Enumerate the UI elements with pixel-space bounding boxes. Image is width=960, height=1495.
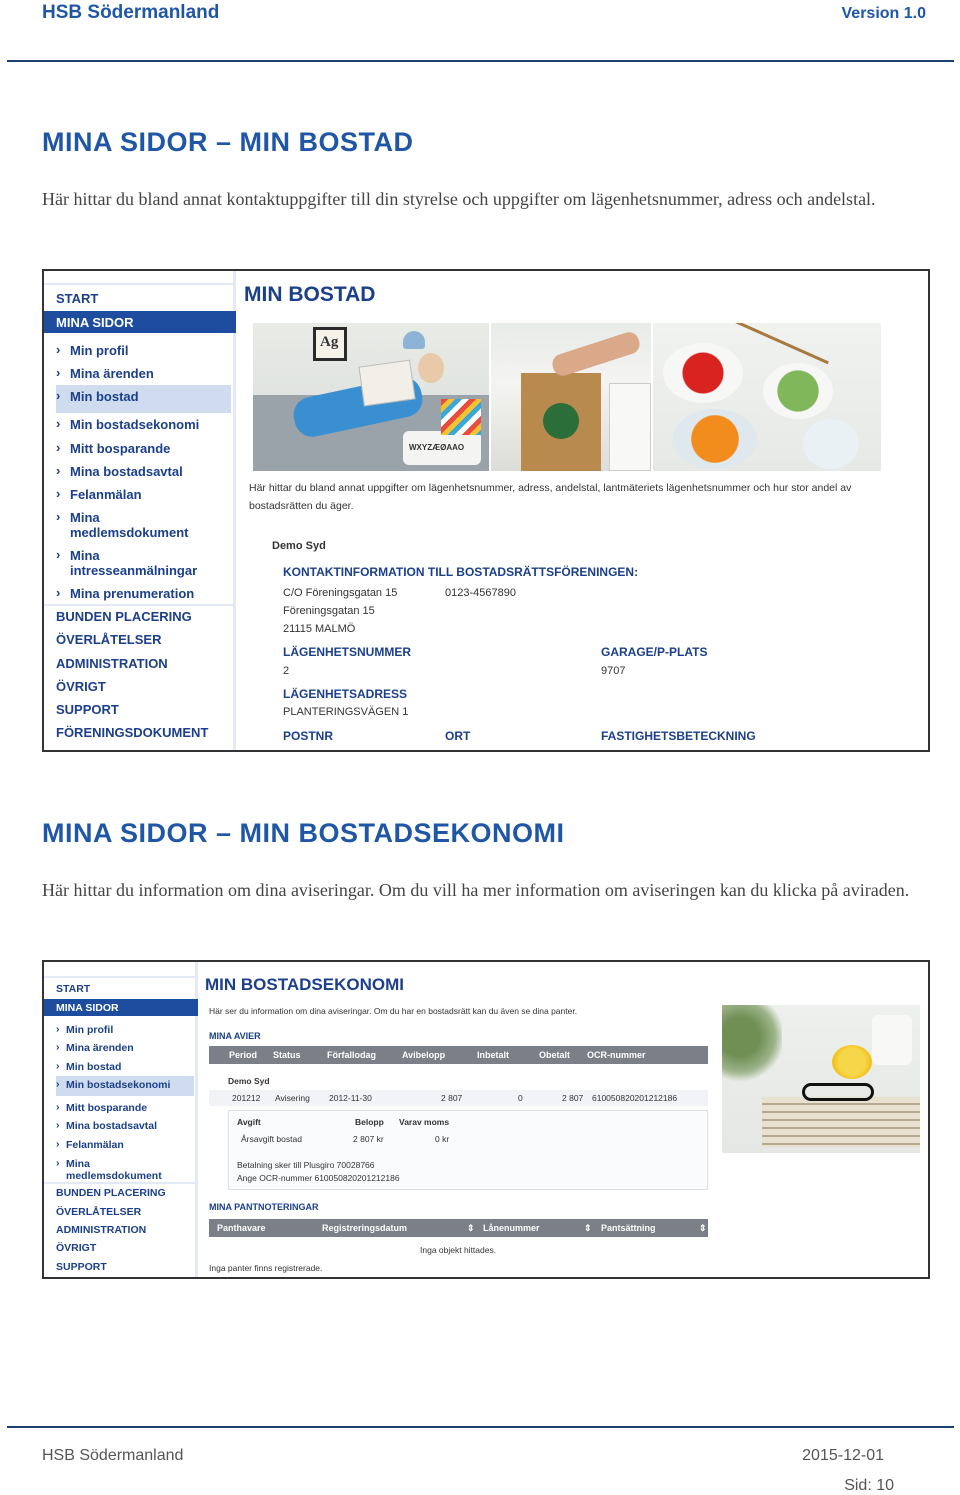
nav-administration[interactable]: ADMINISTRATION xyxy=(56,656,168,671)
col-avibelopp: Avibelopp xyxy=(402,1050,446,1060)
photo-plant xyxy=(722,1005,782,1085)
photo-book-stack xyxy=(762,1097,920,1147)
photo-books-glasses xyxy=(722,1005,920,1153)
nav-min-bostad[interactable]: › Min bostad xyxy=(56,1061,121,1073)
col-panthavare[interactable]: Panthavare xyxy=(217,1223,266,1233)
col-status: Status xyxy=(273,1050,301,1060)
photo-bowl-green xyxy=(763,363,833,419)
col-inbetalt: Inbetalt xyxy=(477,1050,510,1060)
nav-felanmalan[interactable]: › Felanmälan xyxy=(56,487,142,502)
contact-line3: 21115 MALMÖ xyxy=(283,623,356,635)
screenshot-min-bostadsekonomi xyxy=(42,960,930,1279)
photo-lemon xyxy=(832,1045,872,1079)
nav-bunden-placering[interactable]: BUNDEN PLACERING xyxy=(56,609,192,624)
nav-mina-intresseanmalningar[interactable]: › Mina intresseanmälningar xyxy=(56,548,197,578)
nav-mina-bostadsavtal[interactable]: › Mina bostadsavtal xyxy=(56,464,183,479)
nav-ovrigt[interactable]: ÖVRIGT xyxy=(56,1242,97,1254)
postnr-label: POSTNR xyxy=(283,729,334,743)
org-name: Demo Syd xyxy=(272,540,326,552)
photo-bag-label xyxy=(543,403,579,439)
photo-glasses xyxy=(802,1083,874,1101)
footer-brand: HSB Södermanland xyxy=(42,1447,184,1464)
garage-label: GARAGE/P-PLATS xyxy=(601,645,708,659)
sidebar-top-line xyxy=(44,283,233,285)
nav-min-profil[interactable]: › Min profil xyxy=(56,1024,113,1036)
header-version: Version 1.0 xyxy=(841,5,926,22)
nav-overlatelser[interactable]: ÖVERLÅTELSER xyxy=(56,632,162,647)
nav-administration[interactable]: ADMINISTRATION xyxy=(56,1224,147,1236)
nav-foreningsdokument[interactable]: FÖRENINGSDOKUMENT xyxy=(56,725,209,740)
contact-line1: C/O Föreningsgatan 15 xyxy=(283,587,398,599)
photo-bowl-peppers xyxy=(663,343,743,403)
row-avibelopp: 2 807 xyxy=(441,1093,463,1103)
contact-line2: Föreningsgatan 15 xyxy=(283,605,375,617)
section2-heading: MINA SIDOR – MIN BOSTADSEKONOMI xyxy=(42,818,565,848)
nav-mina-medlemsdokument[interactable]: › Mina medlemsdokument xyxy=(56,510,188,540)
col-pantsattning[interactable]: Pantsättning xyxy=(601,1223,656,1233)
detail-col-moms: Varav moms xyxy=(399,1117,450,1127)
photo-magazine xyxy=(358,360,415,407)
nav-mina-bostadsavtal[interactable]: › Mina bostadsavtal xyxy=(56,1120,157,1132)
intro-text-2: bostadsrätten du äger. xyxy=(249,500,354,512)
photo-pillow xyxy=(403,431,481,465)
nav-start[interactable]: START xyxy=(56,983,91,995)
row-forfallodag: 2012-11-30 xyxy=(329,1093,372,1103)
nav-support[interactable]: SUPPORT xyxy=(56,702,119,717)
detail-moms: 0 kr xyxy=(435,1134,450,1144)
photo-frame-text: Ag xyxy=(320,334,339,350)
avier-row[interactable] xyxy=(209,1090,708,1106)
row-status: Avisering xyxy=(275,1093,310,1103)
photo-kitchen-bag xyxy=(491,323,651,471)
nav-min-bostadsekonomi[interactable]: › Min bostadsekonomi xyxy=(56,417,199,432)
garage-value: 9707 xyxy=(601,665,626,677)
nav-section-divider xyxy=(44,1182,195,1184)
detail-avgift: Årsavgift bostad xyxy=(241,1134,302,1144)
sort-icon-lanenummer[interactable]: ⇕ xyxy=(584,1223,592,1233)
pant-heading: MINA PANTNOTERINGAR xyxy=(209,1202,319,1212)
pant-empty-text: Inga objekt hittades. xyxy=(420,1245,497,1255)
nav-felanmalan[interactable]: › Felanmälan xyxy=(56,1139,124,1151)
avier-heading: MINA AVIER xyxy=(209,1031,261,1041)
nav-mina-sidor: MINA SIDOR xyxy=(56,315,134,330)
sidebar-nav xyxy=(44,271,236,750)
photo-zigzag-pillow xyxy=(441,399,481,435)
header-brand: HSB Södermanland xyxy=(42,2,220,23)
nav-support[interactable]: SUPPORT xyxy=(56,1261,107,1273)
nav-section-divider xyxy=(44,604,233,606)
section2-text: Här hittar du information om dina aviseringar. Om du vill ha mer information om aviseringen kan du klicka på aviraden. xyxy=(42,880,910,900)
nav-start[interactable]: START xyxy=(56,291,99,306)
col-ocr: OCR-nummer xyxy=(587,1050,646,1060)
page-title-min-bostad: MIN BOSTAD xyxy=(244,283,376,306)
apartment-address-value: PLANTERINGSVÄGEN 1 xyxy=(283,706,409,718)
col-period: Period xyxy=(229,1050,258,1060)
contact-heading: KONTAKTINFORMATION TILL BOSTADSRÄTTSFÖRENINGEN: xyxy=(283,565,639,579)
row-ocr: 610050820201212186 xyxy=(592,1093,678,1103)
sort-icon-pantsattning[interactable]: ⇕ xyxy=(699,1223,707,1233)
avier-detail-box xyxy=(228,1110,708,1190)
photo-arm xyxy=(550,330,642,379)
nav-mina-prenumeration[interactable]: › Mina prenumeration xyxy=(56,586,194,601)
photo-reading-woman xyxy=(253,323,489,471)
photo-mug xyxy=(872,1015,912,1065)
row-obetalt: 2 807 xyxy=(562,1093,584,1103)
contact-phone: 0123-4567890 xyxy=(445,587,516,599)
nav-mina-medlemsdokument[interactable]: › Mina medlemsdokument xyxy=(56,1158,162,1182)
apartment-address-label: LÄGENHETSADRESS xyxy=(283,687,408,701)
payment-line1: Betalning sker till Plusgiro 70028766 xyxy=(237,1160,375,1170)
photo-lamp xyxy=(403,331,425,349)
apartment-number-label: LÄGENHETSNUMMER xyxy=(283,645,411,659)
header-rule xyxy=(7,60,954,62)
detail-col-belopp: Belopp xyxy=(355,1117,384,1127)
page-title-min-bostadsekonomi: MIN BOSTADSEKONOMI xyxy=(205,975,404,994)
screenshot-min-bostad xyxy=(42,269,930,752)
ort-label: ORT xyxy=(445,729,471,743)
photo-frame xyxy=(313,327,347,361)
photo-chopsticks xyxy=(727,323,829,364)
nav-mina-arenden[interactable]: › Mina ärenden xyxy=(56,1042,134,1054)
intro-text-1: Här hittar du bland annat uppgifter om lägenhetsnummer, adress, andelstal, lantmäteriets lägenhetsnummer och hur stor andel av xyxy=(249,482,852,494)
photo-pillow-text: WXYZÆØAAO xyxy=(409,443,465,452)
footer-page-number: Sid: 10 xyxy=(844,1477,894,1494)
avier-org: Demo Syd xyxy=(228,1076,270,1086)
nav-mina-arenden[interactable]: › Mina ärenden xyxy=(56,366,154,381)
pant-table-header xyxy=(209,1219,708,1237)
detail-belopp: 2 807 kr xyxy=(353,1134,384,1144)
col-obetalt: Obetalt xyxy=(539,1050,571,1060)
row-period: 201212 xyxy=(232,1093,261,1103)
footer-date: 2015-12-01 xyxy=(802,1447,884,1464)
nav-ovrigt[interactable]: ÖVRIGT xyxy=(56,679,106,694)
nav-mina-sidor-band[interactable] xyxy=(44,311,236,333)
payment-line2: Ange OCR-nummer 610050820201212186 xyxy=(237,1173,400,1183)
photo-salad-bowls xyxy=(653,323,881,471)
economy-intro: Här ser du information om dina aviseringar. Om du har en bostadsrätt kan du även se dina panter. xyxy=(209,1006,578,1016)
section1-heading: MINA SIDOR – MIN BOSTAD xyxy=(42,127,414,157)
nav-mitt-bosparande[interactable]: › Mitt bosparande xyxy=(56,1102,147,1114)
photo-bowl-tomatoes xyxy=(673,409,757,469)
nav-mitt-bosparande[interactable]: › Mitt bosparande xyxy=(56,441,170,456)
photo-cabinet xyxy=(609,383,651,471)
nav-min-bostadsekonomi[interactable]: › Min bostadsekonomi xyxy=(56,1079,170,1091)
nav-min-bostad[interactable]: › Min bostad xyxy=(56,389,139,404)
nav-overlatelser[interactable]: ÖVERLÅTELSER xyxy=(56,1206,142,1218)
photo-person-head xyxy=(418,353,444,383)
nav-mina-sidor-band[interactable] xyxy=(44,999,198,1016)
row-inbetalt: 0 xyxy=(518,1093,523,1103)
sidebar-top-line xyxy=(44,976,195,978)
nav-mina-sidor: MINA SIDOR xyxy=(56,1002,119,1014)
col-forfallodag: Förfallodag xyxy=(327,1050,376,1060)
sort-icon-registreringsdatum[interactable]: ⇕ xyxy=(467,1223,475,1233)
nav-min-profil[interactable]: › Min profil xyxy=(56,343,129,358)
section1-text: Här hittar du bland annat kontaktuppgifter till din styrelse och uppgifter om lägenhetsnummer, adress och andelstal. xyxy=(42,189,876,209)
sidebar-nav-2 xyxy=(44,962,198,1277)
apartment-number-value: 2 xyxy=(283,665,290,677)
photo-glass xyxy=(803,419,859,469)
col-registreringsdatum[interactable]: Registreringsdatum xyxy=(322,1223,408,1233)
pant-none-text: Inga panter finns registrerade. xyxy=(209,1263,323,1273)
col-lanenummer[interactable]: Lånenummer xyxy=(483,1223,540,1233)
avier-table-header xyxy=(209,1046,708,1064)
detail-col-avgift: Avgift xyxy=(237,1117,261,1127)
fastighetsbeteckning-label: FASTIGHETSBETECKNING xyxy=(601,729,756,743)
footer-rule xyxy=(7,1426,954,1428)
nav-bunden-placering[interactable]: BUNDEN PLACERING xyxy=(56,1187,166,1199)
